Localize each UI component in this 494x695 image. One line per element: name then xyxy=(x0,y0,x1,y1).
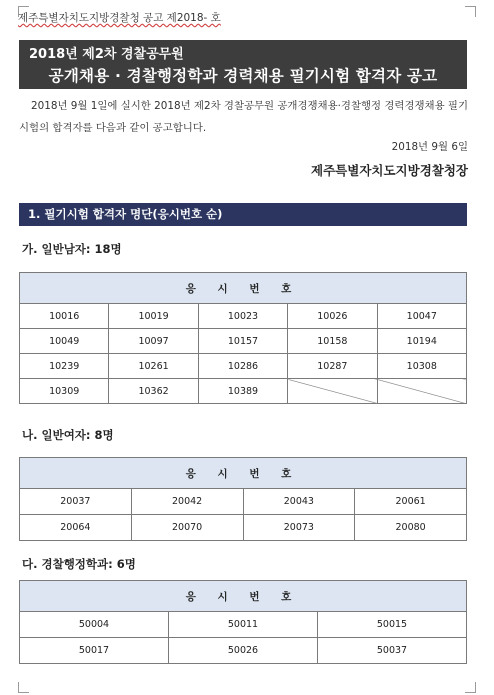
table-cell: 20073 xyxy=(243,515,355,541)
table-cell: 10261 xyxy=(109,354,198,379)
empty-cell xyxy=(377,379,466,404)
table-cell: 50026 xyxy=(169,638,318,664)
table-cell: 20064 xyxy=(20,515,132,541)
table-header: 응 시 번 호 xyxy=(20,458,467,489)
table-cell: 20037 xyxy=(20,489,132,515)
table-cell: 20070 xyxy=(131,515,243,541)
section-title-bar: 1. 필기시험 합격자 명단(응시번호 순) xyxy=(19,203,467,226)
table-row xyxy=(20,354,467,379)
table-cell: 10158 xyxy=(288,329,377,354)
table-row xyxy=(20,379,467,404)
table-cell: 10309 xyxy=(20,379,109,404)
issuing-agency: 제주특별자치도지방경찰청장 xyxy=(311,163,468,178)
table-cell: 50004 xyxy=(20,612,169,638)
table-row xyxy=(20,515,467,541)
table-row xyxy=(20,612,467,638)
notice-number: 제주특별자치도지방경찰청 공고 제2018- 호 xyxy=(18,12,221,24)
table-cell: 20043 xyxy=(243,489,355,515)
table-cell: 10286 xyxy=(198,354,287,379)
empty-cell xyxy=(288,379,377,404)
table-female-candidates xyxy=(19,457,467,541)
title-line-1: 2018년 제2차 경찰공무원 xyxy=(29,47,184,62)
table-cell: 10157 xyxy=(198,329,287,354)
table-cell: 10194 xyxy=(377,329,466,354)
table-header: 응 시 번 호 xyxy=(20,581,467,612)
group-heading-male: 가. 일반남자: 18명 xyxy=(22,242,122,256)
table-cell: 10049 xyxy=(20,329,109,354)
table-cell: 10308 xyxy=(377,354,466,379)
table-row xyxy=(20,304,467,329)
page-corner-mark xyxy=(465,682,476,693)
table-cell: 20061 xyxy=(355,489,467,515)
title-line-2: 공개채용 · 경찰행정학과 경력채용 필기시험 합격자 공고 xyxy=(48,67,438,85)
table-cell: 10362 xyxy=(109,379,198,404)
table-cell: 10239 xyxy=(20,354,109,379)
table-cell: 50017 xyxy=(20,638,169,664)
intro-paragraph: 2018년 9월 1일에 실시한 2018년 제2차 경찰공무원 공개경쟁채용·경찰행정 경력경쟁채용 필기시험의 합격자를 다음과 같이 공고합니다. xyxy=(19,100,468,134)
group-heading-female: 나. 일반여자: 8명 xyxy=(22,428,114,442)
table-male-candidates xyxy=(19,272,467,404)
table-header: 응 시 번 호 xyxy=(20,273,467,304)
notice-date: 2018년 9월 6일 xyxy=(391,141,468,153)
table-row xyxy=(20,638,467,664)
table-cell: 20042 xyxy=(131,489,243,515)
table-cell: 20080 xyxy=(355,515,467,541)
table-row xyxy=(20,329,467,354)
table-cell: 10097 xyxy=(109,329,198,354)
table-cell: 50037 xyxy=(318,638,467,664)
table-cell: 10023 xyxy=(198,304,287,329)
title-banner xyxy=(19,40,467,89)
table-cell: 10047 xyxy=(377,304,466,329)
table-cell: 10019 xyxy=(109,304,198,329)
table-row xyxy=(20,489,467,515)
table-cell: 10016 xyxy=(20,304,109,329)
group-heading-police-admin: 다. 경찰행정학과: 6명 xyxy=(22,557,136,571)
table-police-admin-candidates xyxy=(19,580,467,664)
page-corner-mark xyxy=(465,6,476,17)
table-cell: 50015 xyxy=(318,612,467,638)
table-cell: 10389 xyxy=(198,379,287,404)
table-cell: 50011 xyxy=(169,612,318,638)
page-corner-mark xyxy=(18,682,29,693)
table-cell: 10287 xyxy=(288,354,377,379)
table-cell: 10026 xyxy=(288,304,377,329)
